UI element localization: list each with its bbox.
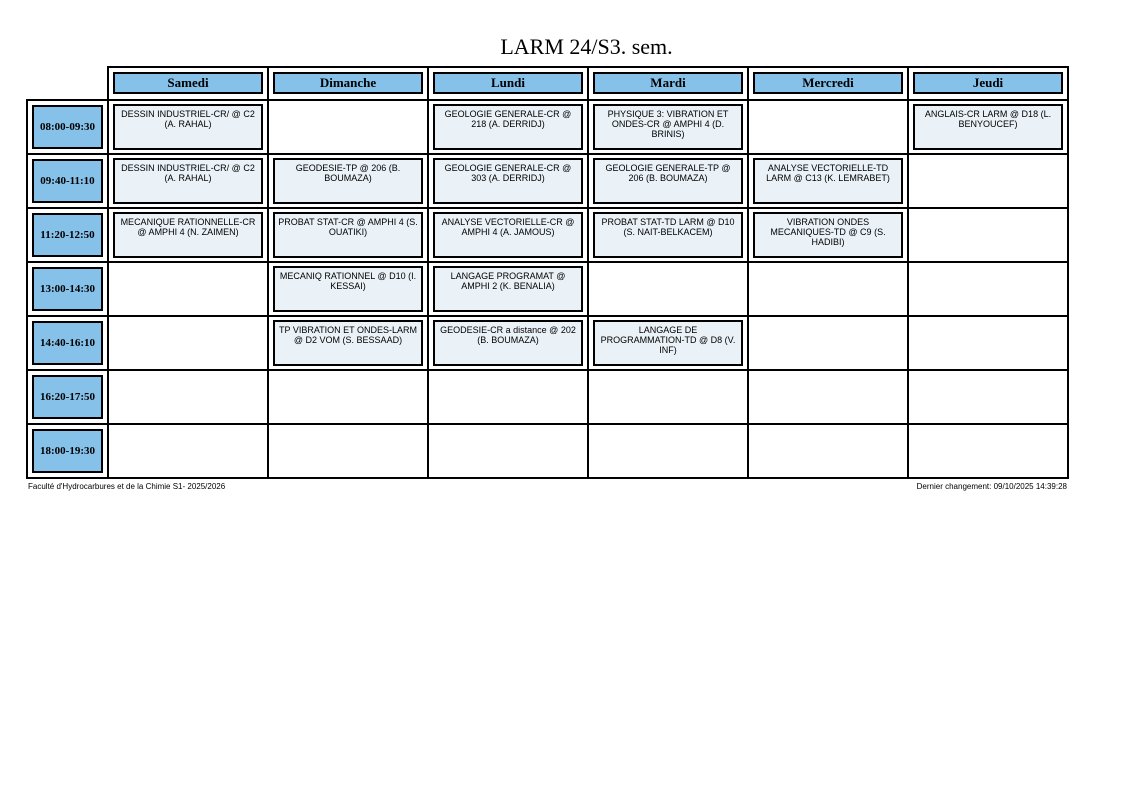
time-slot-cell: [27, 370, 108, 424]
timetable-cell: [748, 262, 908, 316]
time-slot-row: [27, 424, 1068, 478]
timetable-cell: [108, 316, 268, 370]
timetable-cell: [588, 208, 748, 262]
time-slot-row: [27, 316, 1068, 370]
timetable-cell: [108, 370, 268, 424]
timetable-cell: [748, 370, 908, 424]
timetable-cell: [268, 424, 428, 478]
timetable: [26, 66, 1069, 479]
timetable-cell: [108, 424, 268, 478]
time-slot-row: [27, 262, 1068, 316]
timetable-cell: [908, 262, 1068, 316]
footer-faculty: Faculté d'Hydrocarbures et de la Chimie S1- 2025/2026: [28, 482, 226, 491]
day-header-samedi: [108, 67, 268, 100]
day-label: Lundi: [433, 72, 583, 94]
timetable-cell: [748, 208, 908, 262]
timetable-cell: [748, 154, 908, 208]
course-entry: GEODESIE-TP @ 206 (B. BOUMAZA): [273, 158, 423, 204]
timetable-cell: [588, 424, 748, 478]
course-entry: GEODESIE-CR a distance @ 202 (B. BOUMAZA): [433, 320, 583, 366]
course-entry: ANGLAIS-CR LARM @ D18 (L. BENYOUCEF): [913, 104, 1063, 150]
timetable-cell: [268, 154, 428, 208]
day-label: Mardi: [593, 72, 743, 94]
timetable-cell: [908, 370, 1068, 424]
course-entry: DESSIN INDUSTRIEL-CR/ @ C2 (A. RAHAL): [113, 158, 263, 204]
footer-last-change: Dernier changement: 09/10/2025 14:39:28: [916, 482, 1067, 491]
page-title: LARM 24/S3. sem.: [500, 34, 673, 59]
timetable-body: [27, 100, 1068, 478]
timetable-cell: [268, 208, 428, 262]
day-header-mercredi: [748, 67, 908, 100]
timetable-cell: [588, 370, 748, 424]
course-entry: LANGAGE DE PROGRAMMATION-TD @ D8 (V. INF): [593, 320, 743, 366]
course-entry: GEOLOGIE GENERALE-TP @ 206 (B. BOUMAZA): [593, 158, 743, 204]
timetable-cell: [428, 154, 588, 208]
timetable-cell: [748, 100, 908, 154]
time-slot-cell: [27, 262, 108, 316]
day-header-mardi: [588, 67, 748, 100]
timetable-cell: [108, 262, 268, 316]
time-slot-cell: [27, 208, 108, 262]
course-entry: PROBAT STAT-TD LARM @ D10 (S. NAIT-BELKACEM): [593, 212, 743, 258]
day-label: Jeudi: [913, 72, 1063, 94]
time-slot-cell: [27, 154, 108, 208]
timetable-cell: [268, 262, 428, 316]
timetable-cell: [428, 262, 588, 316]
timetable-cell: [908, 154, 1068, 208]
course-entry: VIBRATION ONDES MECANIQUES-TD @ C9 (S. HADIBI): [753, 212, 903, 258]
corner-cell: [27, 67, 108, 100]
day-header-lundi: [428, 67, 588, 100]
timetable-cell: [748, 316, 908, 370]
time-slot-label: 18:00-19:30: [32, 429, 103, 473]
timetable-cell: [908, 208, 1068, 262]
timetable-cell: [428, 370, 588, 424]
course-entry: MECANIQUE RATIONNELLE-CR @ AMPHI 4 (N. ZAIMEN): [113, 212, 263, 258]
day-header-dimanche: [268, 67, 428, 100]
day-label: Dimanche: [273, 72, 423, 94]
time-slot-cell: [27, 424, 108, 478]
day-header-jeudi: [908, 67, 1068, 100]
timetable-cell: [588, 100, 748, 154]
time-slot-row: [27, 100, 1068, 154]
course-entry: ANALYSE VECTORIELLE-TD LARM @ C13 (K. LEMRABET): [753, 158, 903, 204]
course-entry: MECANIQ RATIONNEL @ D10 (I. KESSAI): [273, 266, 423, 312]
time-slot-label: 14:40-16:10: [32, 321, 103, 365]
timetable-cell: [588, 262, 748, 316]
timetable-cell: [108, 100, 268, 154]
timetable-cell: [108, 208, 268, 262]
timetable-cell: [588, 316, 748, 370]
course-entry: GEOLOGIE GENERALE-CR @ 218 (A. DERRIDJ): [433, 104, 583, 150]
day-label: Mercredi: [753, 72, 903, 94]
time-slot-cell: [27, 316, 108, 370]
timetable-cell: [268, 370, 428, 424]
day-label: Samedi: [113, 72, 263, 94]
timetable-cell: [908, 316, 1068, 370]
timetable-cell: [908, 100, 1068, 154]
time-slot-label: 11:20-12:50: [32, 213, 103, 257]
day-header-row: [27, 67, 1068, 100]
timetable-cell: [588, 154, 748, 208]
course-entry: TP VIBRATION ET ONDES-LARM @ D2 VOM (S. BESSAAD): [273, 320, 423, 366]
time-slot-cell: [27, 100, 108, 154]
timetable-cell: [268, 100, 428, 154]
course-entry: ANALYSE VECTORIELLE-CR @ AMPHI 4 (A. JAMOUS): [433, 212, 583, 258]
course-entry: PROBAT STAT-CR @ AMPHI 4 (S. OUATIKI): [273, 212, 423, 258]
timetable-cell: [108, 154, 268, 208]
timetable-cell: [748, 424, 908, 478]
timetable-cell: [428, 208, 588, 262]
time-slot-row: [27, 208, 1068, 262]
timetable-cell: [908, 424, 1068, 478]
time-slot-label: 09:40-11:10: [32, 159, 103, 203]
time-slot-label: 08:00-09:30: [32, 105, 103, 149]
time-slot-label: 16:20-17:50: [32, 375, 103, 419]
course-entry: LANGAGE PROGRAMAT @ AMPHI 2 (K. BENALIA): [433, 266, 583, 312]
time-slot-label: 13:00-14:30: [32, 267, 103, 311]
timetable-cell: [428, 100, 588, 154]
course-entry: PHYSIQUE 3: VIBRATION ET ONDES-CR @ AMPHI 4 (D. BRINIS): [593, 104, 743, 150]
timetable-cell: [268, 316, 428, 370]
time-slot-row: [27, 154, 1068, 208]
timetable-cell: [428, 316, 588, 370]
course-entry: GEOLOGIE GENERALE-CR @ 303 (A. DERRIDJ): [433, 158, 583, 204]
timetable-cell: [428, 424, 588, 478]
time-slot-row: [27, 370, 1068, 424]
course-entry: DESSIN INDUSTRIEL-CR/ @ C2 (A. RAHAL): [113, 104, 263, 150]
